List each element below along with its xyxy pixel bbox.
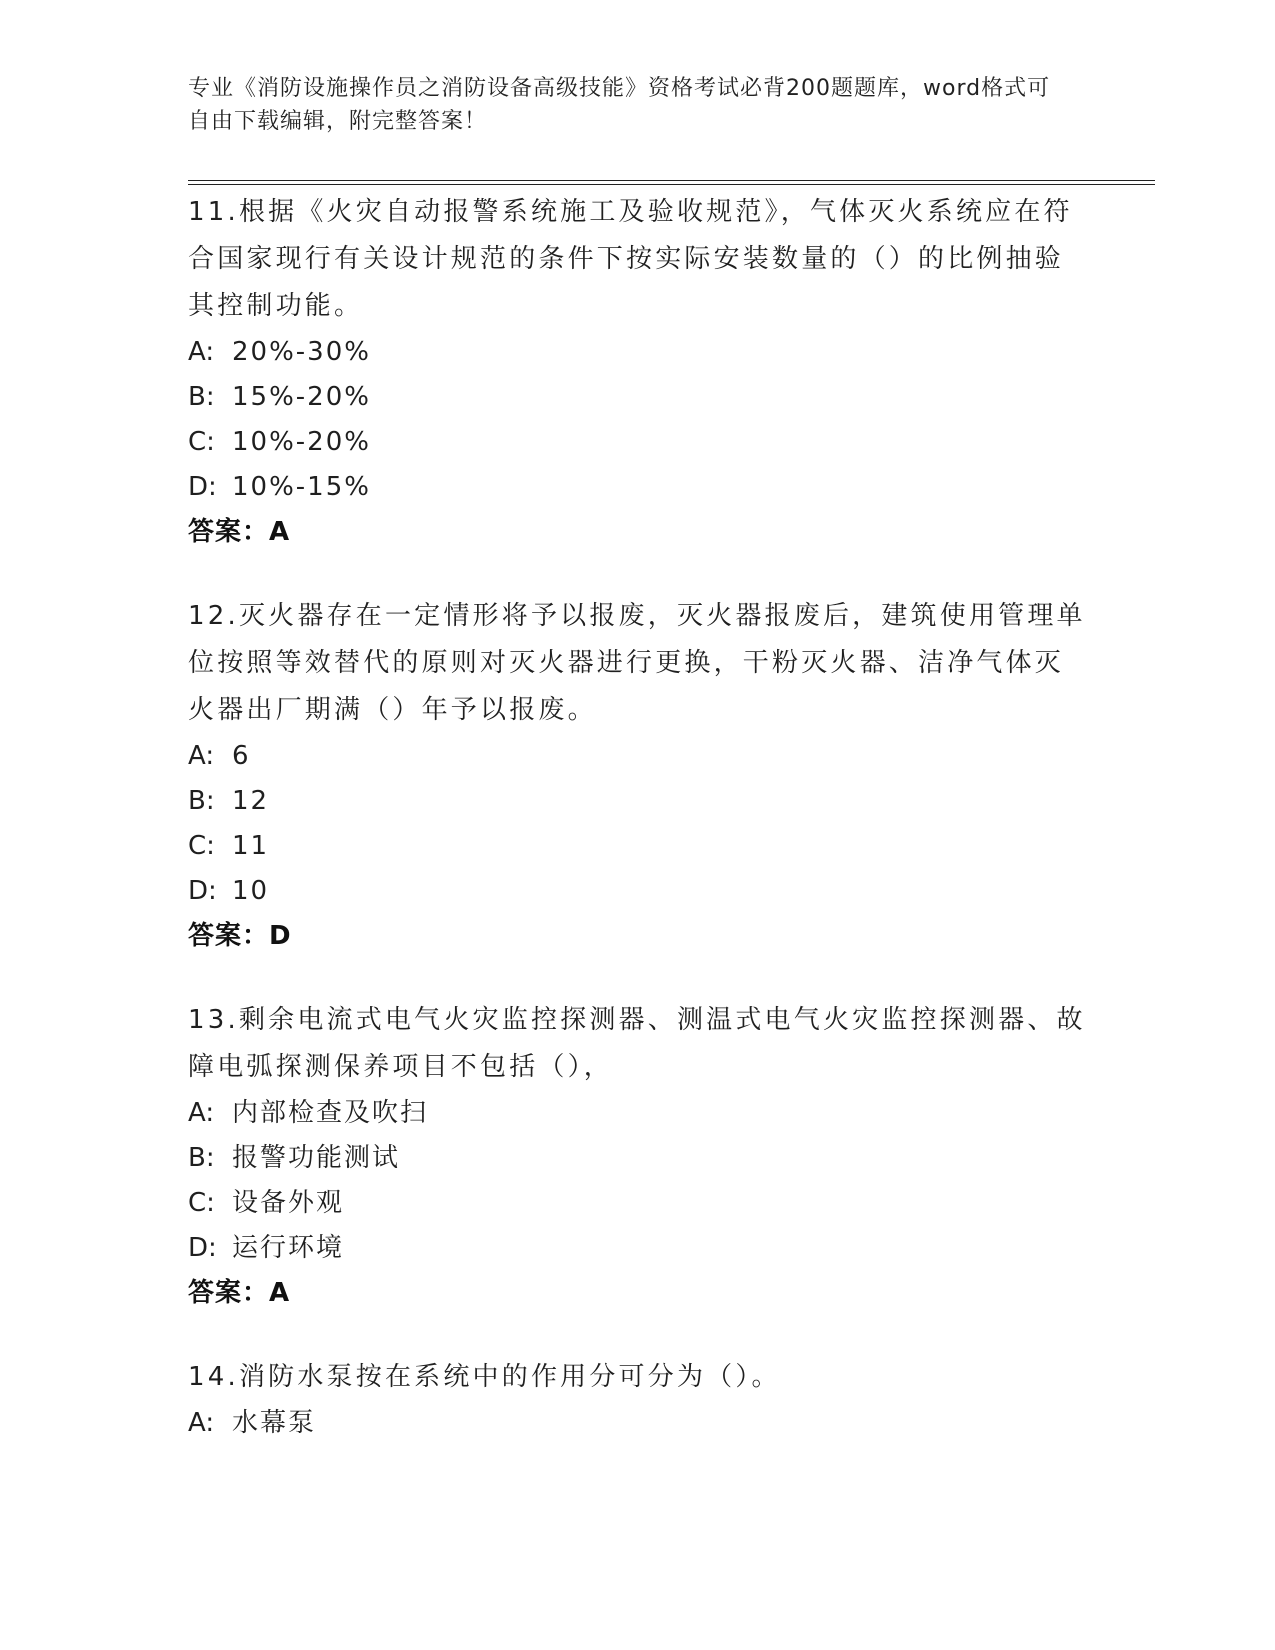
option-label: C: — [188, 1188, 215, 1218]
document-header: 专业《消防设施操作员之消防设备高级技能》资格考试必背200题题库，word格式可自由下载编辑，附完整答案！ — [188, 76, 1051, 134]
option-text: 11 — [232, 831, 270, 861]
option-a — [188, 734, 1088, 779]
option-label: B: — [188, 786, 215, 816]
question-12 — [188, 593, 1088, 959]
answer-value: A — [269, 1278, 291, 1308]
answer-value: D — [269, 921, 292, 951]
option-label: C: — [188, 831, 215, 861]
option-b — [188, 1136, 1088, 1181]
option-d — [188, 869, 1088, 914]
question-14 — [188, 1354, 1088, 1446]
header-divider-bottom — [188, 184, 1155, 185]
option-label: A: — [188, 1408, 215, 1438]
answer-line — [188, 914, 1088, 959]
question-11 — [188, 189, 1088, 555]
option-label: D: — [188, 1233, 217, 1263]
answer-label: 答案： — [188, 921, 270, 951]
option-c — [188, 824, 1088, 869]
question-text: 12.灭火器存在一定情形将予以报废，灭火器报废后，建筑使用管理单位按照等效替代的原则对灭火器进行更换，干粉灭火器、洁净气体灭火器出厂期满（）年予以报废。 — [188, 601, 1086, 725]
option-c — [188, 420, 1088, 465]
question-text: 14.消防水泵按在系统中的作用分可分为（）。 — [188, 1362, 781, 1392]
option-text: 运行环境 — [232, 1233, 345, 1263]
option-text: 12 — [232, 786, 270, 816]
option-label: B: — [188, 382, 215, 412]
option-label: C: — [188, 427, 215, 457]
option-label: D: — [188, 472, 217, 502]
question-text: 13.剩余电流式电气火灾监控探测器、测温式电气火灾监控探测器、故障电弧探测保养项目不包括（）， — [188, 1005, 1086, 1082]
option-a — [188, 330, 1088, 375]
question-13 — [188, 997, 1088, 1316]
option-label: A: — [188, 1098, 215, 1128]
option-text: 6 — [232, 741, 251, 771]
option-label: D: — [188, 876, 217, 906]
answer-line — [188, 510, 1088, 555]
option-d — [188, 1226, 1088, 1271]
option-text: 水幕泵 — [232, 1408, 317, 1438]
option-b — [188, 779, 1088, 824]
question-text: 11.根据《火灾自动报警系统施工及验收规范》，气体灭火系统应在符合国家现行有关设计规范的条件下按实际安装数量的（）的比例抽验其控制功能。 — [188, 197, 1073, 321]
option-c — [188, 1181, 1088, 1226]
option-a — [188, 1401, 1088, 1446]
option-a — [188, 1091, 1088, 1136]
option-text: 设备外观 — [232, 1188, 345, 1218]
option-text: 10%-15% — [232, 472, 371, 502]
option-b — [188, 375, 1088, 420]
option-text: 10%-20% — [232, 427, 371, 457]
option-label: A: — [188, 337, 215, 367]
question-list — [188, 189, 1088, 1484]
answer-label: 答案： — [188, 517, 270, 547]
answer-line — [188, 1271, 1088, 1316]
header-divider-top — [188, 180, 1155, 181]
option-text: 15%-20% — [232, 382, 371, 412]
option-text: 内部检查及吹扫 — [232, 1098, 429, 1128]
option-text: 报警功能测试 — [232, 1143, 401, 1173]
option-label: A: — [188, 741, 215, 771]
option-text: 20%-30% — [232, 337, 371, 367]
option-d — [188, 465, 1088, 510]
answer-label: 答案： — [188, 1278, 270, 1308]
option-text: 10 — [232, 876, 270, 906]
option-label: B: — [188, 1143, 215, 1173]
answer-value: A — [269, 517, 291, 547]
